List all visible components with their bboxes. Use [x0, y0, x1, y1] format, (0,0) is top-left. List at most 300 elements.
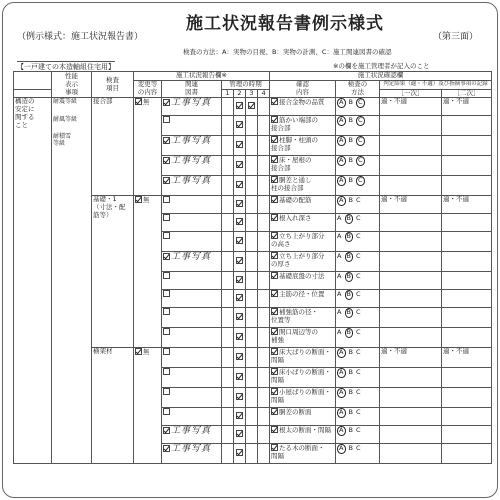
method-option[interactable]: A [339, 196, 344, 205]
method-option[interactable]: C [357, 116, 363, 125]
method-option[interactable]: A [339, 388, 344, 397]
docs-cell [162, 176, 222, 196]
docs-cell [162, 272, 222, 290]
mgmt-checkbox[interactable] [236, 121, 243, 128]
confirm-checkbox[interactable] [271, 272, 278, 279]
docs-cell [162, 426, 222, 444]
confirm-cell [270, 176, 336, 196]
perf-sub-item: 耐積雪 等級 [53, 132, 72, 147]
confirm-cell [270, 328, 336, 348]
mgmt-cell [258, 252, 270, 272]
mgmt-cell [246, 426, 258, 444]
mgmt-cell [222, 196, 234, 214]
method-option[interactable]: C [355, 348, 361, 357]
item-label: 基礎・1 （寸法・配 筋等） [93, 195, 126, 219]
confirm-text: 小屋ばりの断面・ 間隔 [271, 388, 332, 405]
confirm-checkbox[interactable] [271, 290, 278, 297]
result-first-cell [380, 252, 442, 272]
method-option[interactable]: C [357, 136, 363, 145]
confirm-text: 根太の断面・間隔 [279, 426, 332, 435]
result-first-cell [380, 328, 442, 348]
result-second-cell [442, 136, 492, 156]
method-option[interactable]: C [355, 232, 361, 241]
page-number-label: （第三面） [433, 32, 479, 42]
perf-sub-cell [52, 98, 92, 464]
mgmt-num-3: 3 [246, 89, 258, 98]
mgmt-cell [258, 308, 270, 328]
method-option[interactable]: C [355, 368, 361, 377]
result-second-cell [442, 98, 492, 116]
method-option[interactable]: C [355, 214, 361, 223]
table-row [14, 98, 492, 116]
confirm-text: 根入れ深さ [279, 214, 312, 223]
confirm-checkbox[interactable] [271, 156, 278, 163]
mgmt-num-1: 1 [222, 89, 234, 98]
docs-handwritten: 工事写真 [171, 176, 212, 187]
method-option[interactable]: C [357, 176, 363, 185]
method-option[interactable]: B [346, 308, 351, 317]
docs-cell [162, 252, 222, 272]
mgmt-cell [222, 252, 234, 272]
header-result-note: 判定結果（適・不適）及び指摘事項の記録 [380, 80, 492, 89]
mgmt-cell [246, 214, 258, 232]
method-cell [336, 196, 380, 214]
result-second-cell [442, 388, 492, 408]
result-second-cell [442, 290, 492, 308]
confirm-checkbox[interactable] [271, 214, 278, 221]
method-option[interactable]: A [339, 98, 344, 107]
docs-checkbox[interactable] [163, 272, 170, 279]
mgmt-cell [234, 196, 246, 214]
docs-checkbox[interactable] [163, 157, 170, 164]
method-option[interactable]: B [348, 116, 353, 125]
confirm-text: たる木の断面・ 間隔 [271, 444, 325, 461]
mgmt-cell [234, 98, 246, 116]
confirm-cell [270, 196, 336, 214]
mgmt-cell [258, 388, 270, 408]
mgmt-cell [246, 308, 258, 328]
docs-cell [162, 328, 222, 348]
mgmt-cell [222, 116, 234, 136]
docs-checkbox[interactable] [163, 177, 170, 184]
docs-cell [162, 98, 222, 116]
method-option[interactable]: C [355, 444, 361, 453]
docs-handwritten: 工事写真 [171, 156, 212, 167]
mgmt-cell [222, 98, 234, 116]
mgmt-cell [246, 156, 258, 176]
mgmt-cell [234, 308, 246, 328]
mgmt-cell [222, 348, 234, 368]
mgmt-checkbox[interactable] [236, 373, 243, 380]
method-option[interactable]: A [339, 408, 344, 417]
method-option[interactable]: C [355, 252, 361, 261]
method-option[interactable]: A [337, 232, 342, 241]
confirm-cell [270, 98, 336, 116]
mgmt-cell [246, 328, 258, 348]
method-cell [336, 426, 380, 444]
mgmt-checkbox[interactable] [236, 294, 243, 301]
mgmt-cell [234, 252, 246, 272]
method-option[interactable]: B [348, 348, 353, 357]
mgmt-cell [246, 232, 258, 252]
mgmt-cell [222, 232, 234, 252]
result-second: 適・不適 [443, 97, 470, 106]
confirm-checkbox[interactable] [271, 98, 278, 105]
change-cell [134, 196, 162, 348]
method-option[interactable]: C [355, 426, 361, 435]
docs-handwritten: 工事写真 [171, 136, 212, 147]
mgmt-cell [222, 408, 234, 426]
change-cell [134, 348, 162, 464]
confirm-checkbox[interactable] [271, 232, 278, 239]
result-first: 適・不適 [381, 195, 408, 204]
form-type-label: （例示様式：施工状況報告書） [17, 32, 144, 42]
mgmt-checkbox[interactable] [236, 161, 243, 168]
confirm-cell [270, 348, 336, 368]
result-first: 適・不適 [381, 347, 408, 356]
confirm-checkbox[interactable] [271, 348, 278, 355]
docs-checkbox[interactable] [163, 137, 170, 144]
docs-checkbox[interactable] [163, 445, 170, 452]
confirm-checkbox[interactable] [271, 116, 278, 123]
method-option[interactable]: C [355, 272, 361, 281]
method-option[interactable]: B [346, 214, 351, 223]
mgmt-cell [234, 444, 246, 464]
method-option[interactable]: B [348, 388, 353, 397]
confirm-cell [270, 408, 336, 426]
confirm-checkbox[interactable] [271, 368, 278, 375]
inspection-table [13, 71, 492, 464]
result-first-cell [380, 156, 442, 176]
confirm-checkbox[interactable] [271, 136, 278, 143]
result-second-cell [442, 348, 492, 368]
method-option[interactable]: B [346, 272, 351, 281]
docs-cell [162, 196, 222, 214]
docs-checkbox[interactable] [163, 196, 170, 203]
result-first-cell [380, 196, 442, 214]
method-option[interactable]: C [357, 98, 363, 107]
confirm-text: 基礎底盤の寸法 [279, 272, 325, 281]
mgmt-checkbox[interactable] [236, 430, 243, 437]
method-option[interactable]: A [339, 444, 344, 453]
method-option[interactable]: C [355, 196, 361, 205]
mgmt-cell [258, 214, 270, 232]
method-cell [336, 308, 380, 328]
header-method: 検査の 方法 [336, 80, 380, 98]
mgmt-checkbox[interactable] [236, 218, 243, 225]
mgmt-checkbox[interactable] [236, 102, 243, 109]
mgmt-cell [234, 214, 246, 232]
mgmt-cell [258, 116, 270, 136]
method-cell [336, 328, 380, 348]
mgmt-cell [234, 272, 246, 290]
mgmt-cell [246, 116, 258, 136]
docs-checkbox[interactable] [163, 408, 170, 415]
method-option[interactable]: B [346, 328, 351, 337]
docs-checkbox[interactable] [163, 388, 170, 395]
docs-cell [162, 348, 222, 368]
result-second-cell [442, 368, 492, 388]
method-option[interactable]: B [348, 426, 353, 435]
method-option[interactable]: B [348, 136, 353, 145]
method-cell [336, 272, 380, 290]
mgmt-cell [246, 348, 258, 368]
method-option[interactable]: B [348, 444, 353, 453]
docs-handwritten: 工事写真 [171, 252, 212, 263]
result-second-cell [442, 272, 492, 290]
method-option[interactable]: C [355, 308, 361, 317]
mgmt-cell [258, 426, 270, 444]
method-cell [336, 214, 380, 232]
mgmt-num-4: 4 [258, 89, 270, 98]
mgmt-cell [222, 388, 234, 408]
mgmt-cell [246, 196, 258, 214]
result-second-cell [442, 176, 492, 196]
docs-cell [162, 214, 222, 232]
confirm-text: 立ち上がり部分 の厚さ [271, 252, 325, 269]
result-first: 適・不適 [381, 97, 408, 106]
method-cell [336, 388, 380, 408]
docs-cell [162, 116, 222, 136]
change-label: 無 [143, 348, 150, 357]
header-mgmt: 管理の時期 [222, 80, 270, 89]
mgmt-cell [258, 408, 270, 426]
method-option[interactable]: A [339, 368, 344, 377]
mgmt-checkbox[interactable] [236, 393, 243, 400]
mgmt-cell [246, 290, 258, 308]
mgmt-cell [234, 388, 246, 408]
change-checkbox[interactable] [135, 348, 142, 355]
mgmt-cell [222, 290, 234, 308]
docs-checkbox[interactable] [163, 214, 170, 221]
mgmt-checkbox[interactable] [236, 141, 243, 148]
change-checkbox[interactable] [135, 196, 142, 203]
method-option[interactable]: B [346, 232, 351, 241]
mgmt-cell [258, 136, 270, 156]
mgmt-cell [222, 308, 234, 328]
mgmt-cell [222, 272, 234, 290]
mgmt-cell [222, 176, 234, 196]
confirm-checkbox[interactable] [271, 308, 278, 315]
method-option[interactable]: A [337, 214, 342, 223]
method-cell [336, 116, 380, 136]
mgmt-cell [234, 136, 246, 156]
mgmt-cell [234, 368, 246, 388]
confirm-text: 筋かい端部の 接合部 [271, 116, 319, 133]
method-cell [336, 290, 380, 308]
method-option[interactable]: B [348, 98, 353, 107]
docs-checkbox[interactable] [163, 116, 170, 123]
confirm-checkbox[interactable] [271, 388, 278, 395]
mgmt-checkbox[interactable] [236, 353, 243, 360]
mgmt-cell [222, 136, 234, 156]
section-label: 【一戸建ての木造軸組住宅用】 [17, 63, 115, 71]
mgmt-checkbox[interactable] [248, 102, 255, 109]
result-first-cell [380, 136, 442, 156]
method-cell [336, 98, 380, 116]
method-option[interactable]: B [348, 368, 353, 377]
mgmt-cell [222, 368, 234, 388]
mgmt-cell [258, 328, 270, 348]
docs-cell [162, 444, 222, 464]
mgmt-checkbox[interactable] [236, 313, 243, 320]
method-option[interactable]: B [346, 252, 351, 261]
change-label: 無 [143, 98, 150, 107]
mgmt-checkbox[interactable] [236, 200, 243, 207]
method-option[interactable]: B [348, 156, 353, 165]
mgmt-cell [246, 388, 258, 408]
method-option[interactable]: C [355, 388, 361, 397]
result-first-cell [380, 308, 442, 328]
method-cell [336, 368, 380, 388]
method-option[interactable]: B [348, 408, 353, 417]
method-option[interactable]: A [339, 116, 344, 125]
mgmt-checkbox[interactable] [236, 449, 243, 456]
perf-sub-item: 耐震等級 [53, 98, 78, 106]
method-option[interactable]: C [355, 408, 361, 417]
confirm-checkbox[interactable] [271, 196, 278, 203]
docs-cell [162, 368, 222, 388]
method-cell [336, 408, 380, 426]
method-option[interactable]: A [337, 308, 342, 317]
item-cell [92, 348, 134, 464]
method-option[interactable]: A [339, 176, 344, 185]
method-option[interactable]: A [339, 426, 344, 435]
mgmt-cell [246, 408, 258, 426]
confirm-cell [270, 272, 336, 290]
confirm-cell [270, 252, 336, 272]
method-option[interactable]: B [348, 176, 353, 185]
docs-cell [162, 156, 222, 176]
mgmt-cell [222, 328, 234, 348]
confirm-checkbox[interactable] [271, 176, 278, 183]
method-option[interactable]: C [355, 328, 361, 337]
docs-cell [162, 136, 222, 156]
docs-checkbox[interactable] [163, 308, 170, 315]
result-first-cell [380, 176, 442, 196]
mgmt-cell [246, 176, 258, 196]
docs-checkbox[interactable] [163, 253, 170, 260]
result-second-cell [442, 156, 492, 176]
method-option[interactable]: C [357, 156, 363, 165]
method-option[interactable]: A [337, 252, 342, 261]
method-option[interactable]: A [337, 290, 342, 299]
confirm-cell [270, 368, 336, 388]
mgmt-cell [258, 232, 270, 252]
result-first-cell [380, 408, 442, 426]
method-option[interactable]: B [346, 290, 351, 299]
mgmt-checkbox[interactable] [236, 237, 243, 244]
result-second-cell [442, 252, 492, 272]
change-checkbox[interactable] [135, 98, 142, 105]
header-confirm-group: 施工状況確認欄 [270, 72, 492, 81]
docs-cell [162, 232, 222, 252]
method-option[interactable]: A [339, 348, 344, 357]
method-option[interactable]: A [337, 328, 342, 337]
method-option[interactable]: C [355, 290, 361, 299]
mgmt-cell [258, 444, 270, 464]
confirm-text: 床大ばりの断面・ 間隔 [271, 348, 332, 365]
mgmt-cell [234, 232, 246, 252]
docs-cell [162, 308, 222, 328]
result-second: 適・不適 [443, 195, 470, 204]
confirm-checkbox[interactable] [271, 328, 278, 335]
result-second-cell [442, 232, 492, 252]
confirm-text: 開口周辺等の 補強 [271, 328, 319, 345]
header-first: ［一次］ [380, 89, 442, 98]
result-second: 適・不適 [443, 347, 470, 356]
confirm-cell [270, 308, 336, 328]
mgmt-cell [258, 368, 270, 388]
mgmt-checkbox[interactable] [236, 412, 243, 419]
header-docs: 関連 図書 [162, 80, 222, 98]
mgmt-checkbox[interactable] [236, 181, 243, 188]
item-label: 接合部 [93, 97, 113, 106]
confirm-text: 柱脚・柱頭の 接合部 [271, 136, 319, 153]
header-blank [14, 72, 52, 90]
docs-checkbox[interactable] [163, 99, 170, 106]
confirm-checkbox[interactable] [271, 252, 278, 259]
confirm-checkbox[interactable] [271, 426, 278, 433]
confirm-text: 床小ばりの断面・ 間隔 [271, 368, 332, 385]
confirm-cell [270, 136, 336, 156]
mgmt-cell [246, 136, 258, 156]
method-cell [336, 252, 380, 272]
mgmt-cell [234, 116, 246, 136]
mgmt-cell [246, 444, 258, 464]
mgmt-checkbox[interactable] [236, 276, 243, 283]
result-first-cell [380, 290, 442, 308]
docs-checkbox[interactable] [163, 348, 170, 355]
result-first-cell [380, 388, 442, 408]
docs-checkbox[interactable] [163, 328, 170, 335]
mgmt-cell [234, 290, 246, 308]
mgmt-checkbox[interactable] [236, 333, 243, 340]
method-option[interactable]: B [348, 196, 353, 205]
method-cell [336, 176, 380, 196]
mgmt-cell [258, 98, 270, 116]
confirm-checkbox[interactable] [271, 444, 278, 451]
result-second-cell [442, 408, 492, 426]
method-option[interactable]: A [339, 136, 344, 145]
method-option[interactable]: A [337, 272, 342, 281]
mgmt-cell [234, 408, 246, 426]
result-first-cell [380, 232, 442, 252]
confirm-text: 基礎の配筋 [279, 196, 312, 205]
result-first-cell [380, 98, 442, 116]
method-cell [336, 444, 380, 464]
mgmt-checkbox[interactable] [236, 257, 243, 264]
docs-checkbox[interactable] [163, 427, 170, 434]
docs-checkbox[interactable] [163, 232, 170, 239]
page-title: 施工状況報告書例示様式 [186, 14, 384, 34]
inspection-method-note: 検査の方法：A：実物の目視、B：実物の計測、C：施工関連図書の確認 [183, 48, 392, 56]
docs-checkbox[interactable] [163, 290, 170, 297]
header-confirm: 確認 内容 [270, 80, 336, 98]
docs-checkbox[interactable] [163, 368, 170, 375]
header-change: 変更等 の内容 [134, 80, 162, 98]
item-cell [92, 196, 134, 348]
docs-handwritten: 工事写真 [171, 444, 212, 455]
mgmt-cell [234, 328, 246, 348]
mgmt-cell [246, 98, 258, 116]
header-report-group: 施工状況報告欄※ [134, 72, 270, 81]
confirm-checkbox[interactable] [271, 408, 278, 415]
mgmt-cell [222, 214, 234, 232]
docs-cell [162, 408, 222, 426]
method-option[interactable]: A [339, 156, 344, 165]
confirm-cell [270, 426, 336, 444]
